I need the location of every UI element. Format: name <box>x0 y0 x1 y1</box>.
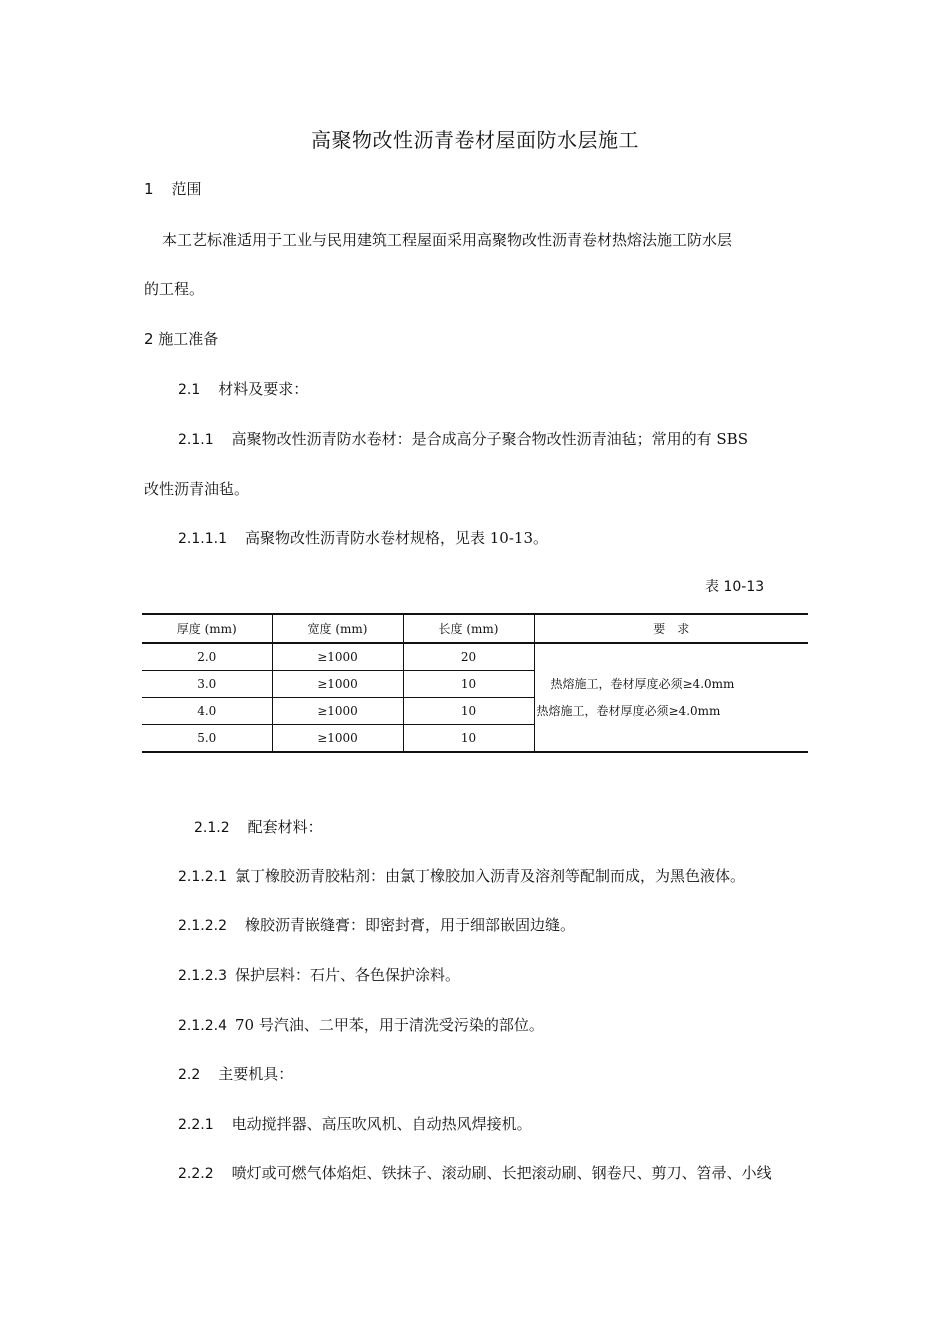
item-2-2-2 <box>178 1162 772 1183</box>
cell-width: ≥1000 <box>272 671 403 698</box>
item-2-1-number: 2.1 <box>178 382 201 398</box>
item-2-1-2-3-text: 保护层料：石片、各色保护涂料。 <box>234 966 460 984</box>
item-2-1-1-number: 2.1.1 <box>178 432 214 448</box>
item-2-1-2-text: 配套材料： <box>247 818 323 836</box>
cell-width: ≥1000 <box>272 643 403 671</box>
section-1-number: 1 <box>144 180 154 198</box>
cell-length: 10 <box>403 671 534 698</box>
spec-table <box>142 613 808 753</box>
item-2-1-1-text: 高聚物改性沥青防水卷材：是合成高分子聚合物改性沥青油毡；常用的有 SBS <box>231 430 748 448</box>
item-2-1-2-3 <box>178 964 460 985</box>
item-2-1-2-2 <box>178 914 575 935</box>
item-2-1-2-1-text: 氯丁橡胶沥青胶粘剂：由氯丁橡胶加入沥青及溶剂等配制而成，为黑色液体。 <box>234 867 745 885</box>
item-2-1-2-2-number: 2.1.2.2 <box>178 918 227 934</box>
table-caption: 表 10-13 <box>705 579 765 595</box>
item-2-1-text: 材料及要求： <box>218 380 309 398</box>
table-row <box>142 643 808 671</box>
item-2-1-2-2-text: 橡胶沥青嵌缝膏：即密封膏，用于细部嵌固边缝。 <box>244 916 575 934</box>
item-2-2 <box>178 1063 293 1084</box>
cell-thickness: 3.0 <box>142 671 272 698</box>
item-2-2-1 <box>178 1113 532 1134</box>
cell-length: 20 <box>403 643 534 671</box>
section-1-paragraph-line-1: 本工艺标准适用于工业与民用建筑工程屋面采用高聚物改性沥青卷材热熔法施工防水层 <box>162 231 733 249</box>
item-2-1-2-number: 2.1.2 <box>194 820 230 836</box>
item-2-1-2-1 <box>178 865 745 886</box>
cell-thickness: 4.0 <box>142 698 272 725</box>
item-2-1-2-4-text: 70 号汽油、二甲苯，用于清洗受污染的部位。 <box>234 1016 544 1034</box>
item-2-1-1-1-text: 高聚物改性沥青防水卷材规格，见表 10-13。 <box>244 529 548 547</box>
cell-length: 10 <box>403 698 534 725</box>
item-2-1-2-4 <box>178 1014 544 1035</box>
item-2-2-text: 主要机具： <box>218 1065 294 1083</box>
table-header-row <box>142 614 808 643</box>
item-2-1-2-1-number: 2.1.2.1 <box>178 869 227 885</box>
requirement-line-1: 热熔施工，卷材厚度必须≥4.0mm <box>550 676 735 691</box>
section-1-paragraph-line-2: 的工程。 <box>144 280 205 298</box>
cell-width: ≥1000 <box>272 725 403 753</box>
item-2-2-1-text: 电动搅拌器、高压吹风机、自动热风焊接机。 <box>231 1115 532 1133</box>
item-2-1-1 <box>178 428 748 449</box>
header-requirement: 要 求 <box>534 614 808 643</box>
item-2-2-1-number: 2.2.1 <box>178 1117 214 1133</box>
item-2-1-2-4-number: 2.1.2.4 <box>178 1018 227 1034</box>
item-2-1-2-3-number: 2.1.2.3 <box>178 968 227 984</box>
header-length: 长度 (mm) <box>403 614 534 643</box>
header-width: 宽度 (mm) <box>272 614 403 643</box>
item-2-1 <box>178 378 308 399</box>
item-2-1-1-1-number: 2.1.1.1 <box>178 531 227 547</box>
page-title: 高聚物改性沥青卷材屋面防水层施工 <box>311 128 639 152</box>
cell-thickness: 5.0 <box>142 725 272 753</box>
section-1-title: 范围 <box>171 180 202 198</box>
cell-thickness: 2.0 <box>142 643 272 671</box>
item-2-1-2 <box>194 816 323 837</box>
item-2-1-1-continuation: 改性沥青油毡。 <box>144 480 250 498</box>
header-thickness: 厚度 (mm) <box>142 614 272 643</box>
section-1-heading <box>144 178 202 199</box>
item-2-2-2-text: 喷灯或可燃气体焰炬、铁抹子、滚动刷、长把滚动刷、钢卷尺、剪刀、笤帚、小线 <box>231 1164 772 1182</box>
item-2-2-number: 2.2 <box>178 1067 201 1083</box>
section-2-heading: 2 施工准备 <box>144 330 219 348</box>
cell-requirement <box>534 643 808 752</box>
item-2-2-2-number: 2.2.2 <box>178 1166 214 1182</box>
requirement-line-2: 热熔施工，卷材厚度必须≥4.0mm <box>536 703 721 718</box>
cell-length: 10 <box>403 725 534 753</box>
cell-width: ≥1000 <box>272 698 403 725</box>
item-2-1-1-1 <box>178 527 548 548</box>
